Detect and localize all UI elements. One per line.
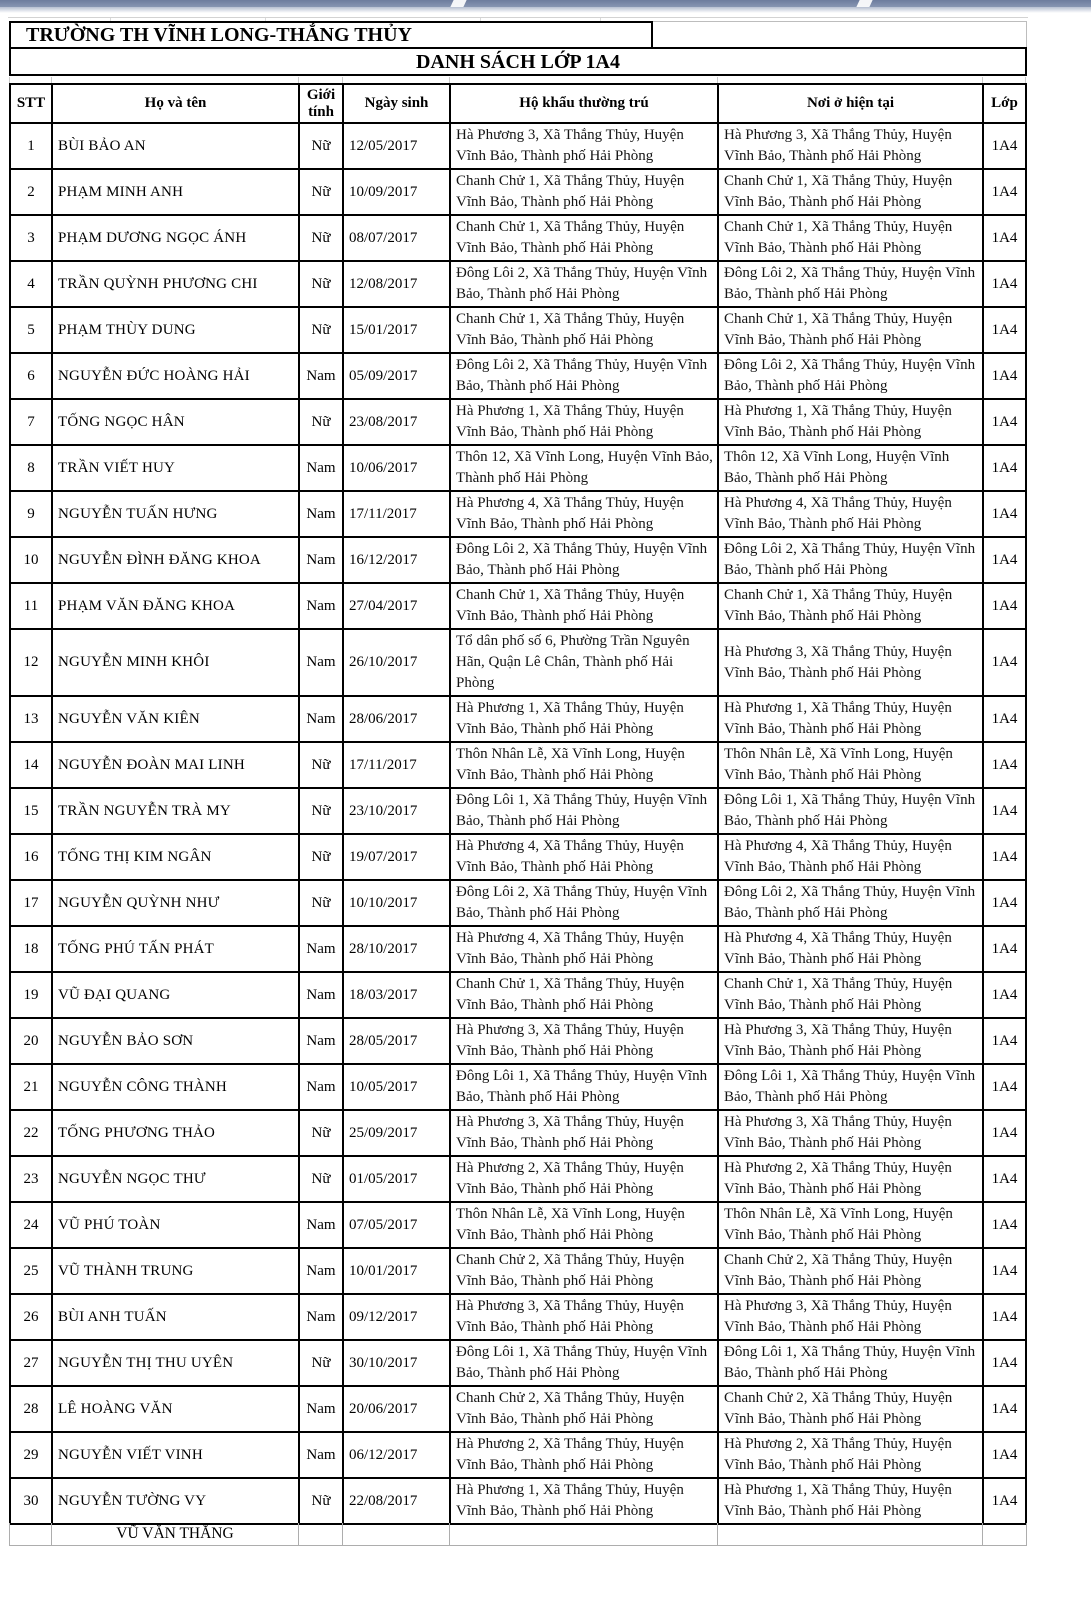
cell-current-address: Đông Lôi 2, Xã Thắng Thủy, Huyện Vĩnh Bảo, Thành phố Hải Phòng (718, 537, 983, 583)
cell-class: 1A4 (983, 1202, 1026, 1248)
cell-name: NGUYỄN VĂN KIÊN (52, 696, 299, 742)
cell-permanent-address: Thôn Nhân Lễ, Xã Vĩnh Long, Huyện Vĩnh Bảo, Thành phố Hải Phòng (450, 742, 718, 788)
cell-stt: 5 (10, 307, 52, 353)
cell-class: 1A4 (983, 123, 1026, 169)
col-header-current-address: Nơi ở hiện tại (718, 84, 983, 123)
student-row (10, 1202, 1026, 1248)
cell-stt: 4 (10, 261, 52, 307)
cell-class: 1A4 (983, 1478, 1026, 1524)
cell-name: TỐNG PHƯƠNG THẢO (52, 1110, 299, 1156)
cell-current-address: Hà Phương 1, Xã Thắng Thủy, Huyện Vĩnh Bảo, Thành phố Hải Phòng (718, 696, 983, 742)
cell-dob: 30/10/2017 (343, 1340, 450, 1386)
cell-permanent-address: Hà Phương 3, Xã Thắng Thủy, Huyện Vĩnh Bảo, Thành phố Hải Phòng (450, 1018, 718, 1064)
cell-current-address: Hà Phương 1, Xã Thắng Thủy, Huyện Vĩnh Bảo, Thành phố Hải Phòng (718, 399, 983, 445)
cell-class: 1A4 (983, 1248, 1026, 1294)
cell-current-address: Đông Lôi 1, Xã Thắng Thủy, Huyện Vĩnh Bảo, Thành phố Hải Phòng (718, 788, 983, 834)
cell-name: PHẠM MINH ANH (52, 169, 299, 215)
cell-name: BÙI BẢO AN (52, 123, 299, 169)
cell-stt: 29 (10, 1432, 52, 1478)
cell-permanent-address: Chanh Chử 1, Xã Thắng Thủy, Huyện Vĩnh Bảo, Thành phố Hải Phòng (450, 972, 718, 1018)
student-row (10, 307, 1026, 353)
cell-current-address: Chanh Chử 1, Xã Thắng Thủy, Huyện Vĩnh Bảo, Thành phố Hải Phòng (718, 215, 983, 261)
partial-cell-stt (10, 1523, 52, 1545)
cell-stt: 9 (10, 491, 52, 537)
cell-dob: 23/08/2017 (343, 399, 450, 445)
partial-cell-class (983, 1523, 1027, 1545)
cell-name: TỐNG PHÚ TẤN PHÁT (52, 926, 299, 972)
cell-current-address: Đông Lôi 1, Xã Thắng Thủy, Huyện Vĩnh Bảo, Thành phố Hải Phòng (718, 1340, 983, 1386)
cell-class: 1A4 (983, 491, 1026, 537)
cell-class: 1A4 (983, 583, 1026, 629)
cell-gender: Nam (299, 491, 343, 537)
window-top-bar (0, 0, 1091, 7)
cell-current-address: Hà Phương 4, Xã Thắng Thủy, Huyện Vĩnh Bảo, Thành phố Hải Phòng (718, 926, 983, 972)
cell-stt: 6 (10, 353, 52, 399)
sheet-title: DANH SÁCH LỚP 1A4 (9, 47, 1027, 76)
cell-dob: 12/08/2017 (343, 261, 450, 307)
cell-stt: 26 (10, 1294, 52, 1340)
class-roster-table (9, 83, 1027, 1525)
cell-dob: 25/09/2017 (343, 1110, 450, 1156)
student-row (10, 1340, 1026, 1386)
student-row (10, 1478, 1026, 1524)
student-row (10, 834, 1026, 880)
cell-stt: 10 (10, 537, 52, 583)
cell-dob: 10/09/2017 (343, 169, 450, 215)
cell-permanent-address: Hà Phương 1, Xã Thắng Thủy, Huyện Vĩnh Bảo, Thành phố Hải Phòng (450, 399, 718, 445)
cell-gender: Nữ (299, 169, 343, 215)
cell-permanent-address: Hà Phương 3, Xã Thắng Thủy, Huyện Vĩnh Bảo, Thành phố Hải Phòng (450, 1110, 718, 1156)
cell-permanent-address: Chanh Chử 1, Xã Thắng Thủy, Huyện Vĩnh Bảo, Thành phố Hải Phòng (450, 307, 718, 353)
cell-class: 1A4 (983, 696, 1026, 742)
cell-current-address: Chanh Chử 1, Xã Thắng Thủy, Huyện Vĩnh Bảo, Thành phố Hải Phòng (718, 972, 983, 1018)
student-row (10, 1110, 1026, 1156)
cell-name: NGUYỄN THỊ THU UYÊN (52, 1340, 299, 1386)
cell-dob: 23/10/2017 (343, 788, 450, 834)
cell-class: 1A4 (983, 742, 1026, 788)
cell-class: 1A4 (983, 1018, 1026, 1064)
cell-current-address: Chanh Chử 2, Xã Thắng Thủy, Huyện Vĩnh Bảo, Thành phố Hải Phòng (718, 1386, 983, 1432)
cell-stt: 13 (10, 696, 52, 742)
cell-name: NGUYỄN CÔNG THÀNH (52, 1064, 299, 1110)
student-row (10, 583, 1026, 629)
student-row (10, 742, 1026, 788)
cell-permanent-address: Thôn 12, Xã Vĩnh Long, Huyện Vĩnh Bảo, Thành phố Hải Phòng (450, 445, 718, 491)
cell-current-address: Thôn 12, Xã Vĩnh Long, Huyện Vĩnh Bảo, Thành phố Hải Phòng (718, 445, 983, 491)
cell-permanent-address: Hà Phương 1, Xã Thắng Thủy, Huyện Vĩnh Bảo, Thành phố Hải Phòng (450, 696, 718, 742)
school-name: TRƯỜNG TH VĨNH LONG-THẮNG THỦY (9, 21, 653, 47)
cell-dob: 12/05/2017 (343, 123, 450, 169)
student-row (10, 123, 1026, 169)
cell-permanent-address: Chanh Chử 1, Xã Thắng Thủy, Huyện Vĩnh Bảo, Thành phố Hải Phòng (450, 169, 718, 215)
cell-gender: Nam (299, 537, 343, 583)
student-rows (10, 123, 1026, 1524)
header-row (10, 84, 1026, 123)
cell-name: TRẦN NGUYỄN TRÀ MY (52, 788, 299, 834)
cell-current-address: Chanh Chử 1, Xã Thắng Thủy, Huyện Vĩnh Bảo, Thành phố Hải Phòng (718, 169, 983, 215)
cell-current-address: Thôn Nhân Lễ, Xã Vĩnh Long, Huyện Vĩnh Bảo, Thành phố Hải Phòng (718, 742, 983, 788)
student-row (10, 169, 1026, 215)
cell-name: TỐNG THỊ KIM NGÂN (52, 834, 299, 880)
cell-permanent-address: Hà Phương 4, Xã Thắng Thủy, Huyện Vĩnh Bảo, Thành phố Hải Phòng (450, 491, 718, 537)
cell-stt: 28 (10, 1386, 52, 1432)
cell-class: 1A4 (983, 1340, 1026, 1386)
cell-stt: 27 (10, 1340, 52, 1386)
student-row (10, 696, 1026, 742)
cell-current-address: Hà Phương 3, Xã Thắng Thủy, Huyện Vĩnh Bảo, Thành phố Hải Phòng (718, 1110, 983, 1156)
student-row (10, 261, 1026, 307)
cell-name: VŨ THÀNH TRUNG (52, 1248, 299, 1294)
cell-stt: 11 (10, 583, 52, 629)
cell-class: 1A4 (983, 307, 1026, 353)
sheet-top-hairline (8, 17, 1028, 18)
cell-current-address: Hà Phương 3, Xã Thắng Thủy, Huyện Vĩnh Bảo, Thành phố Hải Phòng (718, 1018, 983, 1064)
student-row (10, 1248, 1026, 1294)
partial-cell-dob (343, 1523, 450, 1545)
student-row (10, 1432, 1026, 1478)
cell-gender: Nữ (299, 1156, 343, 1202)
cell-gender: Nữ (299, 215, 343, 261)
cell-stt: 30 (10, 1478, 52, 1524)
partial-cell-current-address (718, 1523, 983, 1545)
cell-current-address: Đông Lôi 2, Xã Thắng Thủy, Huyện Vĩnh Bảo, Thành phố Hải Phòng (718, 261, 983, 307)
cell-dob: 16/12/2017 (343, 537, 450, 583)
cell-permanent-address: Chanh Chử 2, Xã Thắng Thủy, Huyện Vĩnh Bảo, Thành phố Hải Phòng (450, 1386, 718, 1432)
student-row (10, 491, 1026, 537)
cell-stt: 12 (10, 629, 52, 696)
student-row (10, 972, 1026, 1018)
cell-gender: Nam (299, 1294, 343, 1340)
cell-current-address: Hà Phương 3, Xã Thắng Thủy, Huyện Vĩnh Bảo, Thành phố Hải Phòng (718, 123, 983, 169)
cell-dob: 10/01/2017 (343, 1248, 450, 1294)
student-row (10, 1294, 1026, 1340)
cell-current-address: Đông Lôi 2, Xã Thắng Thủy, Huyện Vĩnh Bảo, Thành phố Hải Phòng (718, 353, 983, 399)
cell-stt: 20 (10, 1018, 52, 1064)
cell-permanent-address: Đông Lôi 1, Xã Thắng Thủy, Huyện Vĩnh Bảo, Thành phố Hải Phòng (450, 1340, 718, 1386)
cell-current-address: Đông Lôi 1, Xã Thắng Thủy, Huyện Vĩnh Bảo, Thành phố Hải Phòng (718, 1064, 983, 1110)
cell-name: NGUYỄN MINH KHÔI (52, 629, 299, 696)
cell-name: NGUYỄN VIẾT VINH (52, 1432, 299, 1478)
cell-dob: 05/09/2017 (343, 353, 450, 399)
col-header-permanent-address: Hộ khẩu thường trú (450, 84, 718, 123)
col-header-dob: Ngày sinh (343, 84, 450, 123)
cell-dob: 19/07/2017 (343, 834, 450, 880)
cell-dob: 01/05/2017 (343, 1156, 450, 1202)
cell-permanent-address: Đông Lôi 1, Xã Thắng Thủy, Huyện Vĩnh Bảo, Thành phố Hải Phòng (450, 1064, 718, 1110)
cell-dob: 22/08/2017 (343, 1478, 450, 1524)
cell-dob: 10/06/2017 (343, 445, 450, 491)
cell-name: PHẠM VĂN ĐĂNG KHOA (52, 583, 299, 629)
cell-name: PHẠM THÙY DUNG (52, 307, 299, 353)
cell-gender: Nam (299, 445, 343, 491)
title-block (9, 21, 1027, 76)
cell-permanent-address: Đông Lôi 2, Xã Thắng Thủy, Huyện Vĩnh Bảo, Thành phố Hải Phòng (450, 261, 718, 307)
cell-current-address: Hà Phương 2, Xã Thắng Thủy, Huyện Vĩnh Bảo, Thành phố Hải Phòng (718, 1432, 983, 1478)
cell-gender: Nữ (299, 261, 343, 307)
cell-current-address: Đông Lôi 2, Xã Thắng Thủy, Huyện Vĩnh Bảo, Thành phố Hải Phòng (718, 880, 983, 926)
cell-gender: Nam (299, 1018, 343, 1064)
cell-permanent-address: Hà Phương 4, Xã Thắng Thủy, Huyện Vĩnh Bảo, Thành phố Hải Phòng (450, 926, 718, 972)
cell-permanent-address: Đông Lôi 2, Xã Thắng Thủy, Huyện Vĩnh Bảo, Thành phố Hải Phòng (450, 353, 718, 399)
student-row (10, 399, 1026, 445)
cell-gender: Nữ (299, 307, 343, 353)
cell-dob: 28/10/2017 (343, 926, 450, 972)
cell-gender: Nam (299, 696, 343, 742)
cell-current-address: Hà Phương 3, Xã Thắng Thủy, Huyện Vĩnh Bảo, Thành phố Hải Phòng (718, 629, 983, 696)
student-row (10, 788, 1026, 834)
cell-stt: 18 (10, 926, 52, 972)
cell-class: 1A4 (983, 926, 1026, 972)
cell-stt: 8 (10, 445, 52, 491)
cell-dob: 18/03/2017 (343, 972, 450, 1018)
next-page-partial-row (9, 1523, 1027, 1546)
cell-current-address: Hà Phương 1, Xã Thắng Thủy, Huyện Vĩnh Bảo, Thành phố Hải Phòng (718, 1478, 983, 1524)
cell-stt: 16 (10, 834, 52, 880)
cell-class: 1A4 (983, 1294, 1026, 1340)
col-header-gender: Giới tính (299, 84, 343, 123)
student-row (10, 1064, 1026, 1110)
partial-cell-gender (299, 1523, 343, 1545)
cell-class: 1A4 (983, 1432, 1026, 1478)
cell-stt: 17 (10, 880, 52, 926)
cell-dob: 28/05/2017 (343, 1018, 450, 1064)
cell-gender: Nam (299, 1248, 343, 1294)
cell-stt: 2 (10, 169, 52, 215)
cell-gender: Nam (299, 353, 343, 399)
cell-stt: 19 (10, 972, 52, 1018)
cell-name: NGUYỄN TUẤN HƯNG (52, 491, 299, 537)
cell-name: NGUYỄN QUỲNH NHƯ (52, 880, 299, 926)
cell-permanent-address: Hà Phương 2, Xã Thắng Thủy, Huyện Vĩnh Bảo, Thành phố Hải Phòng (450, 1432, 718, 1478)
student-row (10, 1156, 1026, 1202)
cell-stt: 21 (10, 1064, 52, 1110)
top-bar-fade (0, 7, 1091, 13)
cell-dob: 15/01/2017 (343, 307, 450, 353)
cell-class: 1A4 (983, 1156, 1026, 1202)
cell-stt: 25 (10, 1248, 52, 1294)
cell-current-address: Chanh Chử 2, Xã Thắng Thủy, Huyện Vĩnh Bảo, Thành phố Hải Phòng (718, 1248, 983, 1294)
cell-permanent-address: Thôn Nhân Lễ, Xã Vĩnh Long, Huyện Vĩnh Bảo, Thành phố Hải Phòng (450, 1202, 718, 1248)
cell-permanent-address: Chanh Chử 1, Xã Thắng Thủy, Huyện Vĩnh Bảo, Thành phố Hải Phòng (450, 583, 718, 629)
cell-dob: 17/11/2017 (343, 491, 450, 537)
cell-class: 1A4 (983, 399, 1026, 445)
cell-dob: 20/06/2017 (343, 1386, 450, 1432)
cell-current-address: Hà Phương 3, Xã Thắng Thủy, Huyện Vĩnh Bảo, Thành phố Hải Phòng (718, 1294, 983, 1340)
cell-dob: 10/05/2017 (343, 1064, 450, 1110)
student-row (10, 353, 1026, 399)
cell-permanent-address: Hà Phương 3, Xã Thắng Thủy, Huyện Vĩnh Bảo, Thành phố Hải Phòng (450, 123, 718, 169)
cell-gender: Nữ (299, 742, 343, 788)
cell-current-address: Chanh Chử 1, Xã Thắng Thủy, Huyện Vĩnh Bảo, Thành phố Hải Phòng (718, 583, 983, 629)
cell-class: 1A4 (983, 880, 1026, 926)
cell-class: 1A4 (983, 353, 1026, 399)
cell-name: VŨ ĐẠI QUANG (52, 972, 299, 1018)
cell-gender: Nam (299, 1202, 343, 1248)
cell-name: NGUYỄN ĐỨC HOÀNG HẢI (52, 353, 299, 399)
cell-current-address: Hà Phương 4, Xã Thắng Thủy, Huyện Vĩnh Bảo, Thành phố Hải Phòng (718, 491, 983, 537)
col-header-class: Lớp (983, 84, 1026, 123)
cell-current-address: Hà Phương 4, Xã Thắng Thủy, Huyện Vĩnh Bảo, Thành phố Hải Phòng (718, 834, 983, 880)
cell-dob: 08/07/2017 (343, 215, 450, 261)
cell-permanent-address: Hà Phương 2, Xã Thắng Thủy, Huyện Vĩnh Bảo, Thành phố Hải Phòng (450, 1156, 718, 1202)
cell-stt: 3 (10, 215, 52, 261)
cell-dob: 26/10/2017 (343, 629, 450, 696)
cell-permanent-address: Đông Lôi 1, Xã Thắng Thủy, Huyện Vĩnh Bảo, Thành phố Hải Phòng (450, 788, 718, 834)
student-row (10, 215, 1026, 261)
cell-name: NGUYỄN TƯỜNG VY (52, 1478, 299, 1524)
cell-current-address: Thôn Nhân Lễ, Xã Vĩnh Long, Huyện Vĩnh Bảo, Thành phố Hải Phòng (718, 1202, 983, 1248)
cell-gender: Nữ (299, 834, 343, 880)
cell-name: NGUYỄN ĐÌNH ĐĂNG KHOA (52, 537, 299, 583)
partial-cell-permanent-address (450, 1523, 718, 1545)
student-row (10, 1018, 1026, 1064)
partial-cell-next-student-name: VŨ VĂN THẮNG (52, 1523, 299, 1545)
cell-gender: Nữ (299, 1478, 343, 1524)
cell-current-address: Chanh Chử 1, Xã Thắng Thủy, Huyện Vĩnh Bảo, Thành phố Hải Phòng (718, 307, 983, 353)
cell-name: TRẦN QUỲNH PHƯƠNG CHI (52, 261, 299, 307)
col-header-stt: STT (10, 84, 52, 123)
cell-dob: 27/04/2017 (343, 583, 450, 629)
cell-permanent-address: Tổ dân phố số 6, Phường Trần Nguyên Hãn, Quận Lê Chân, Thành phố Hải Phòng (450, 629, 718, 696)
cell-current-address: Hà Phương 2, Xã Thắng Thủy, Huyện Vĩnh Bảo, Thành phố Hải Phòng (718, 1156, 983, 1202)
cell-stt: 22 (10, 1110, 52, 1156)
cell-gender: Nam (299, 1386, 343, 1432)
cell-class: 1A4 (983, 834, 1026, 880)
cell-name: BÙI ANH TUẤN (52, 1294, 299, 1340)
cell-class: 1A4 (983, 1064, 1026, 1110)
cell-gender: Nữ (299, 788, 343, 834)
col-header-name: Họ và tên (52, 84, 299, 123)
cell-name: VŨ PHÚ TOÀN (52, 1202, 299, 1248)
school-row (9, 21, 1027, 47)
cell-dob: 17/11/2017 (343, 742, 450, 788)
cell-class: 1A4 (983, 788, 1026, 834)
top-bar-notch (856, 0, 872, 7)
cell-name: PHẠM DƯƠNG NGỌC ÁNH (52, 215, 299, 261)
cell-name: TRẦN VIẾT HUY (52, 445, 299, 491)
student-row (10, 1386, 1026, 1432)
cell-gender: Nữ (299, 1110, 343, 1156)
cell-gender: Nam (299, 972, 343, 1018)
cell-gender: Nữ (299, 399, 343, 445)
cell-dob: 09/12/2017 (343, 1294, 450, 1340)
cell-gender: Nam (299, 1064, 343, 1110)
cell-stt: 24 (10, 1202, 52, 1248)
cell-class: 1A4 (983, 972, 1026, 1018)
cell-gender: Nữ (299, 880, 343, 926)
student-row (10, 445, 1026, 491)
cell-name: NGUYỄN NGỌC THƯ (52, 1156, 299, 1202)
cell-dob: 28/06/2017 (343, 696, 450, 742)
cell-dob: 10/10/2017 (343, 880, 450, 926)
cell-class: 1A4 (983, 215, 1026, 261)
cell-gender: Nam (299, 629, 343, 696)
cell-permanent-address: Chanh Chử 2, Xã Thắng Thủy, Huyện Vĩnh Bảo, Thành phố Hải Phòng (450, 1248, 718, 1294)
student-row (10, 629, 1026, 696)
school-row-empty-cell (653, 21, 1027, 47)
cell-permanent-address: Đông Lôi 2, Xã Thắng Thủy, Huyện Vĩnh Bảo, Thành phố Hải Phòng (450, 880, 718, 926)
cell-gender: Nam (299, 926, 343, 972)
cell-class: 1A4 (983, 169, 1026, 215)
cell-class: 1A4 (983, 1386, 1026, 1432)
cell-dob: 06/12/2017 (343, 1432, 450, 1478)
cell-name: TỐNG NGỌC HÂN (52, 399, 299, 445)
cell-dob: 07/05/2017 (343, 1202, 450, 1248)
cell-class: 1A4 (983, 261, 1026, 307)
cell-stt: 14 (10, 742, 52, 788)
cell-permanent-address: Chanh Chử 1, Xã Thắng Thủy, Huyện Vĩnh Bảo, Thành phố Hải Phòng (450, 215, 718, 261)
cell-permanent-address: Hà Phương 3, Xã Thắng Thủy, Huyện Vĩnh Bảo, Thành phố Hải Phòng (450, 1294, 718, 1340)
cell-name: NGUYỄN BẢO SƠN (52, 1018, 299, 1064)
top-bar-notch (450, 0, 466, 7)
cell-stt: 1 (10, 123, 52, 169)
student-row (10, 926, 1026, 972)
cell-gender: Nữ (299, 1340, 343, 1386)
cell-class: 1A4 (983, 629, 1026, 696)
cell-class: 1A4 (983, 537, 1026, 583)
cell-stt: 23 (10, 1156, 52, 1202)
cell-class: 1A4 (983, 445, 1026, 491)
cell-gender: Nam (299, 583, 343, 629)
cell-permanent-address: Hà Phương 4, Xã Thắng Thủy, Huyện Vĩnh Bảo, Thành phố Hải Phòng (450, 834, 718, 880)
student-row (10, 537, 1026, 583)
cell-stt: 7 (10, 399, 52, 445)
cell-gender: Nữ (299, 123, 343, 169)
cell-permanent-address: Đông Lôi 2, Xã Thắng Thủy, Huyện Vĩnh Bảo, Thành phố Hải Phòng (450, 537, 718, 583)
cell-gender: Nam (299, 1432, 343, 1478)
cell-name: NGUYỄN ĐOÀN MAI LINH (52, 742, 299, 788)
cell-stt: 15 (10, 788, 52, 834)
cell-name: LÊ HOÀNG VĂN (52, 1386, 299, 1432)
cell-class: 1A4 (983, 1110, 1026, 1156)
student-row (10, 880, 1026, 926)
cell-permanent-address: Hà Phương 1, Xã Thắng Thủy, Huyện Vĩnh Bảo, Thành phố Hải Phòng (450, 1478, 718, 1524)
